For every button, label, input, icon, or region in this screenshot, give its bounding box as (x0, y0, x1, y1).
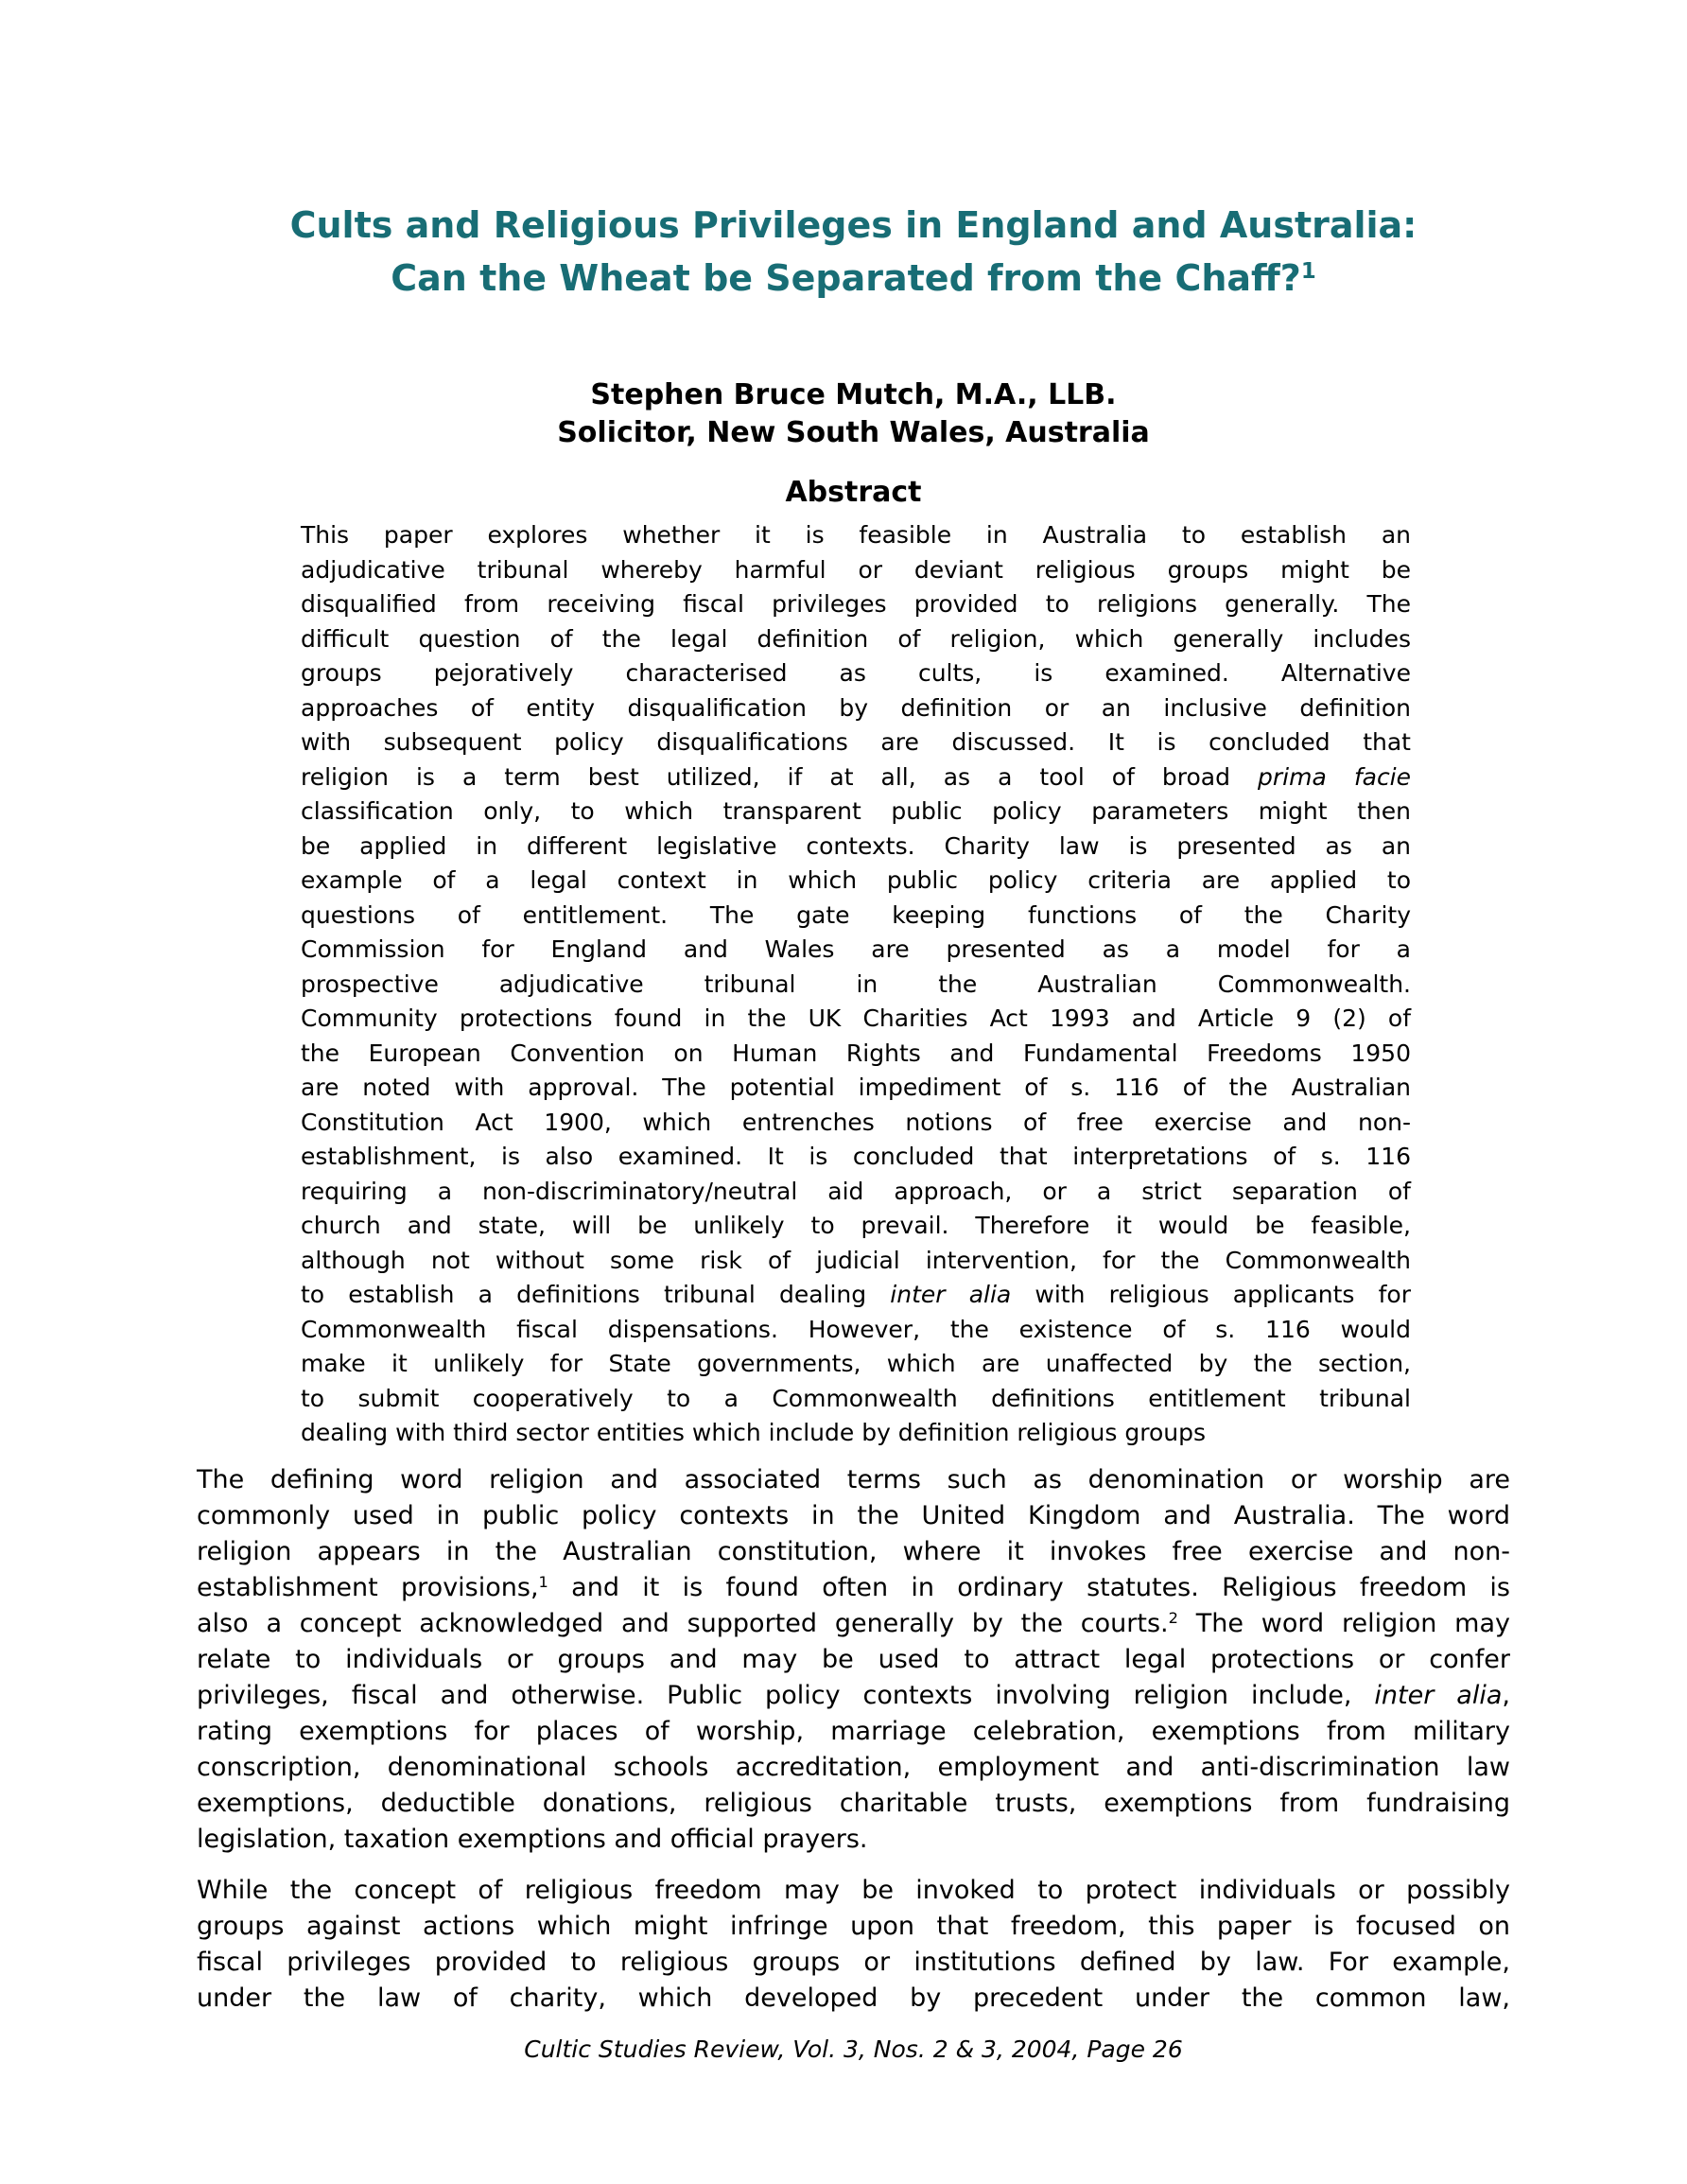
text-line (301, 1209, 1411, 1244)
text-segment: groups pejoratively characterised as cults, is examined. Alternative (301, 659, 1411, 687)
text-line (301, 1071, 1411, 1106)
text-line (301, 795, 1411, 830)
text-line (301, 587, 1411, 622)
text-segment: commonly used in public policy contexts in the United Kingdom and Australia. The word (197, 1500, 1510, 1530)
text-segment: dealing with third sector entities which include by definition religious groups (301, 1419, 1206, 1446)
text-line (197, 1909, 1510, 1945)
text-line (197, 1570, 1510, 1606)
text-segment: exemptions, deductible donations, religious charitable trusts, exemptions from fundraising (197, 1788, 1510, 1818)
text-line (197, 1714, 1510, 1750)
text-line (301, 1382, 1411, 1417)
text-segment: religion is a term best utilized, if at all, as a tool of broad (301, 762, 1259, 791)
text-segment: legislation, taxation exemptions and official prayers. (197, 1824, 868, 1854)
text-segment: under the law of charity, which developed by precedent under the common law, (197, 1983, 1510, 2013)
text-line (197, 1462, 1510, 1498)
text-segment: groups against actions which might infringe upon that freedom, this paper is focused on (197, 1911, 1510, 1941)
text-line (301, 933, 1411, 968)
footnote-ref: 1 (538, 1572, 548, 1591)
text-line (197, 1678, 1510, 1714)
text-segment: Commission for England and Wales are presented as a model for a (301, 935, 1411, 963)
text-segment: although not without some risk of judicial intervention, for the Commonwealth (301, 1246, 1411, 1274)
text-line (301, 864, 1411, 899)
author-affiliation: Solicitor, New South Wales, Australia (557, 416, 1150, 449)
text-segment: establishment provisions, (197, 1572, 539, 1602)
text-line (301, 968, 1411, 1003)
text-line (301, 1175, 1411, 1210)
abstract-heading: Abstract (785, 476, 922, 509)
text-segment: be applied in different legislative contexts. Charity law is presented as an (301, 831, 1411, 860)
content-column (197, 0, 1510, 2066)
text-line (301, 1244, 1411, 1279)
text-line (197, 1786, 1510, 1822)
text-segment: conscription, denominational schools accreditation, employment and anti-discrimination law (197, 1752, 1510, 1782)
footer-citation: Cultic Studies Review, Vol. 3, Nos. 2 & 3, 2004, Page 26 (524, 2035, 1183, 2063)
text-segment: and it is found often in ordinary statutes. Religious freedom is (548, 1572, 1510, 1602)
text-segment: Commonwealth fiscal dispensations. However, the existence of s. 116 would (301, 1315, 1411, 1343)
text-segment: difficult question of the legal definition of religion, which generally includes (301, 624, 1411, 653)
abstract-text (301, 518, 1411, 1451)
text-line (197, 1498, 1510, 1534)
text-segment: fiscal privileges provided to religious groups or institutions defined by law. For example, (197, 1947, 1510, 1977)
text-segment: the European Convention on Human Rights and Fundamental Freedoms 1950 (301, 1039, 1411, 1067)
text-segment: questions of entitlement. The gate keeping functions of the Charity (301, 900, 1411, 929)
text-segment: The defining word religion and associated terms such as denomination or worship are (197, 1464, 1510, 1494)
text-line (301, 830, 1411, 865)
text-line (197, 1642, 1510, 1678)
text-segment: adjudicative tribunal whereby harmful or deviant religious groups might be (301, 555, 1411, 584)
text-segment: to submit cooperatively to a Commonwealth definitions entitlement tribunal (301, 1384, 1411, 1412)
text-segment: relate to individuals or groups and may be used to attract legal protections or confer (197, 1644, 1510, 1674)
paper-title (197, 0, 1510, 305)
text-segment: establishment, is also examined. It is concluded that interpretations of s. 116 (301, 1143, 1411, 1170)
italic-text: inter alia (1374, 1680, 1503, 1710)
footnote-ref: 2 (1168, 1608, 1178, 1627)
text-line (301, 1416, 1411, 1451)
text-segment: prospective adjudicative tribunal in the Australian Commonwealth. (301, 970, 1411, 998)
author-name: Stephen Bruce Mutch, M.A., LLB. (590, 378, 1117, 411)
text-segment: make it unlikely for State governments, which are unaffected by the section, (301, 1350, 1411, 1377)
text-segment: The word religion may (1177, 1608, 1510, 1638)
text-segment: , (1502, 1680, 1510, 1710)
text-line (197, 1822, 1510, 1858)
text-segment: religion appears in the Australian constitution, where it invokes free exercise and non- (197, 1536, 1510, 1566)
text-line (301, 622, 1411, 657)
body-paragraph-1 (197, 1462, 1510, 1858)
italic-text: prima facie (1258, 762, 1412, 791)
text-line (301, 899, 1411, 934)
text-line (301, 1037, 1411, 1072)
title-line-2 (197, 252, 1510, 305)
text-segment: example of a legal context in which public policy criteria are applied to (301, 866, 1411, 894)
text-segment: are noted with approval. The potential impediment of s. 116 of the Australian (301, 1074, 1411, 1101)
title-line-1: Cults and Religious Privileges in England and Australia: (289, 204, 1417, 246)
text-segment: church and state, will be unlikely to prevail. Therefore it would be feasible, (301, 1212, 1411, 1239)
text-line (197, 1750, 1510, 1786)
italic-text: inter alia (890, 1281, 1012, 1308)
text-line (301, 1140, 1411, 1175)
text-line (301, 518, 1411, 553)
text-line (197, 1873, 1510, 1909)
text-segment: to establish a definitions tribunal dealing (301, 1281, 891, 1308)
title-footnote-ref: 1 (1300, 259, 1316, 285)
text-segment: approaches of entity disqualification by definition or an inclusive definition (301, 693, 1411, 722)
text-line (197, 1981, 1510, 2017)
title-line-2-text: Can the Wheat be Separated from the Chaff? (391, 257, 1301, 299)
text-segment: with religious applicants for (1011, 1281, 1411, 1308)
text-line (301, 656, 1411, 691)
text-segment: This paper explores whether it is feasible in Australia to establish an (301, 521, 1411, 549)
text-line (197, 1945, 1510, 1981)
text-line (301, 1278, 1411, 1313)
text-segment: classification only, to which transparent public policy parameters might then (301, 797, 1411, 825)
text-segment: While the concept of religious freedom may be invoked to protect individuals or possibly (197, 1875, 1510, 1905)
text-line (301, 1313, 1411, 1348)
text-line (301, 1347, 1411, 1382)
text-segment: privileges, fiscal and otherwise. Public policy contexts involving religion include, (197, 1680, 1375, 1710)
text-segment: Community protections found in the UK Charities Act 1993 and Article 9 (2) of (301, 1005, 1411, 1032)
text-line (301, 725, 1411, 760)
text-line (301, 691, 1411, 726)
text-line (301, 760, 1411, 795)
text-segment: also a concept acknowledged and supported generally by the courts. (197, 1608, 1169, 1638)
text-line (301, 553, 1411, 588)
text-segment: requiring a non-discriminatory/neutral aid approach, or a strict separation of (301, 1177, 1411, 1205)
text-line (301, 1106, 1411, 1141)
text-segment: with subsequent policy disqualifications are discussed. It is concluded that (301, 728, 1411, 756)
text-segment: Constitution Act 1900, which entrenches notions of free exercise and non- (301, 1108, 1411, 1136)
text-segment: disqualified from receiving fiscal privileges provided to religions generally. The (301, 590, 1411, 618)
text-segment: rating exemptions for places of worship, marriage celebration, exemptions from military (197, 1716, 1510, 1746)
text-line (197, 1606, 1510, 1642)
body-paragraph-2 (197, 1873, 1510, 2017)
text-line (301, 1002, 1411, 1037)
text-line (197, 1534, 1510, 1570)
author-block (197, 376, 1510, 452)
